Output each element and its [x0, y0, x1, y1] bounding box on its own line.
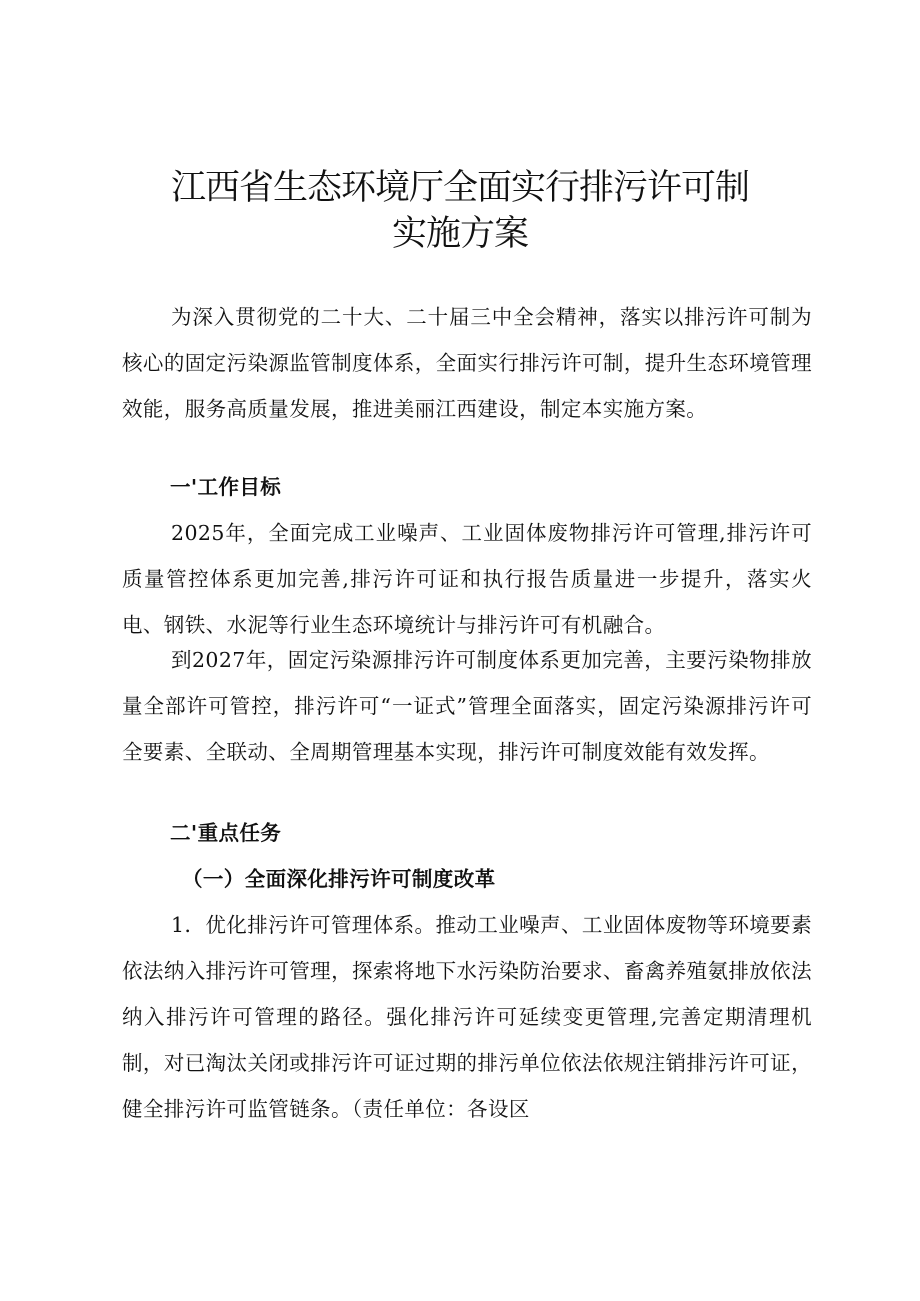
subsection-heading-reform: （一）全面深化排污许可制度改革: [182, 867, 496, 891]
intro-paragraph: 为深入贯彻党的二十大、二十届三中全会精神，落实以排污许可制为核心的固定污染源监管制度体系，全面实行排污许可制，提升生态环境管理效能，服务高质量发展，推进美丽江西建设，制定本实施方案。: [122, 305, 812, 421]
document-title-line-1: 江西省生态环境厅全面实行排污许可制: [170, 168, 749, 208]
document-title-line-2: 实施方案: [391, 214, 528, 254]
task-item-1-paragraph: 1．优化排污许可管理体系。推动工业噪声、工业固体废物等环境要素依法纳入排污许可管理，探索将地下水污染防治要求、畜禽养殖氨排放依法纳入排污许可管理的路径。强化排污许可延续变更管理,完善定期清理机制，对已淘汰关闭或排污许可证过期的排污单位依法依规注销排污许可证，健全排污许可监管链条。（责任单位：各设区: [122, 913, 812, 1121]
goal-2027-paragraph: 到2027年，固定污染源排污许可制度体系更加完善，主要污染物排放量全部许可管控，排污许可“一证式”管理全面落实，固定污染源排污许可全要素、全联动、全周期管理基本实现，排污许可制度效能有效发挥。: [122, 648, 812, 764]
section-heading-key-tasks: 二'重点任务: [170, 821, 282, 845]
goal-2025-paragraph: 2025年，全面完成工业噪声、工业固体废物排污许可管理,排污许可质量管控体系更加完善,排污许可证和执行报告质量进一步提升，落实火电、钢铁、水泥等行业生态环境统计与排污许可有机融合。: [122, 521, 812, 637]
section-heading-work-goals: 一'工作目标: [170, 475, 282, 499]
